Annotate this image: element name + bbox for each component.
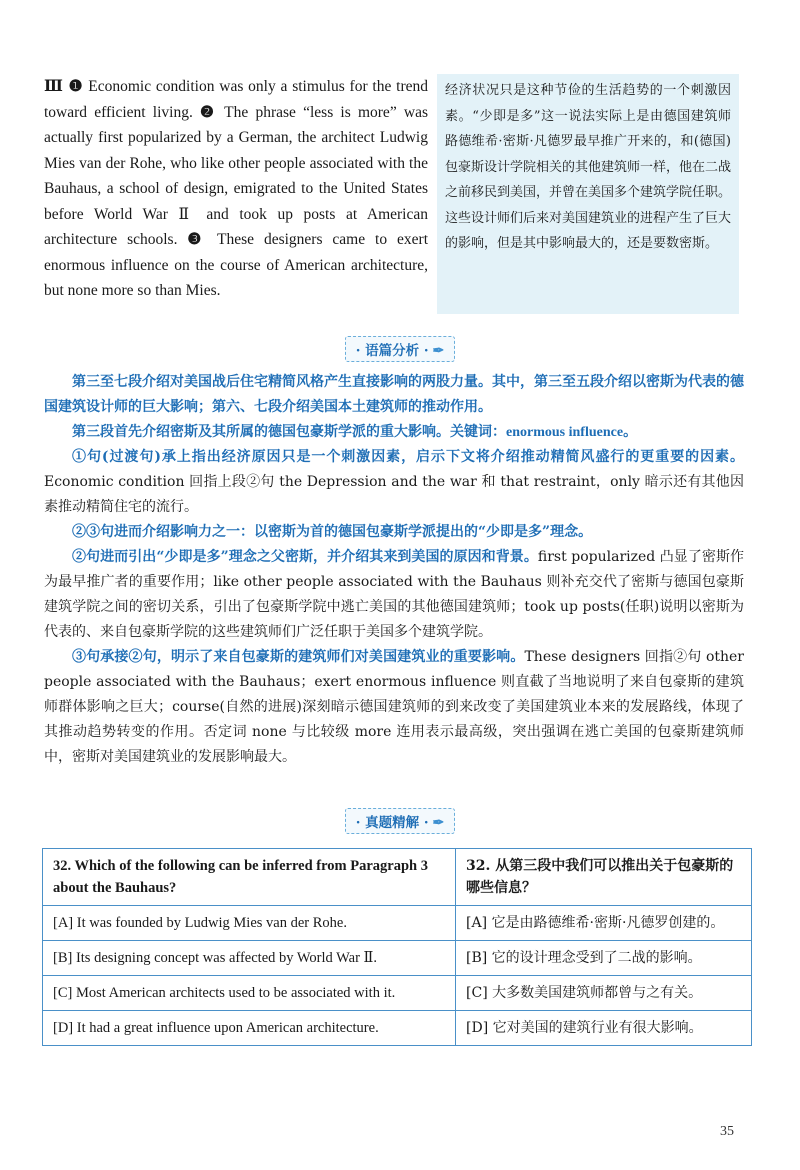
option-d-en: [D] It had a great influence upon American architecture. xyxy=(43,1011,456,1046)
sentence-3: These designers came to exert enormous influence on the course of American architecture, but none more so than Mies. xyxy=(44,231,428,299)
analysis-p5-highlight: ②句进而引出“少即是多”理念之父密斯，并介绍其来到美国的原因和背景。 xyxy=(72,549,538,565)
analysis-p6-highlight: ③句承接②句，明示了来自包豪斯的建筑师们对美国建筑业的重要影响。 xyxy=(72,649,525,665)
keyword: enormous influence xyxy=(506,425,624,440)
section-title-questions xyxy=(0,808,800,834)
analysis-p3-highlight: ①句(过渡句)承上指出经济原因只是一个刺激因素，启示下文将介绍推动精简风盛行的更重要的因素。 xyxy=(72,449,744,465)
quill-icon: ✒ xyxy=(432,815,445,831)
analysis-p2-lead: 第三段首先介绍密斯及其所属的德国包豪斯学派的重大影响。关键词： xyxy=(72,424,506,440)
option-a-en: [A] It was founded by Ludwig Mies van der Rohe. xyxy=(43,906,456,941)
paragraph-marker: Ⅲ xyxy=(44,78,64,95)
sentence-1-number: ❶ xyxy=(68,78,84,95)
analysis-p2-end: 。 xyxy=(623,424,638,440)
option-a-cn: [A] 它是由路德维希·密斯·凡德罗创建的。 xyxy=(456,906,752,941)
option-row-d xyxy=(43,1011,752,1046)
analysis-p3-detail: Economic condition 回指上段②句 the Depression and the war 和 that restraint，only 暗示还有其他因素推动精简住宅的流行。 xyxy=(44,474,744,515)
option-c-cn: [C] 大多数美国建筑师都曾与之有关。 xyxy=(456,976,752,1011)
sentence-2-number: ❷ xyxy=(200,103,218,121)
option-row-c xyxy=(43,976,752,1011)
quill-icon: ✒ xyxy=(432,343,445,359)
translation-box xyxy=(437,74,739,314)
question-cn: 32. 从第三段中我们可以推出关于包豪斯的哪些信息？ xyxy=(456,849,752,906)
option-d-cn: [D] 它对美国的建筑行业有很大影响。 xyxy=(456,1011,752,1046)
analysis-paragraph-6 xyxy=(44,645,744,770)
analysis-paragraph-2 xyxy=(44,420,744,445)
analysis-paragraph-4: ②③句进而介绍影响力之一：以密斯为首的德国包豪斯学派提出的“少即是多”理念。 xyxy=(72,524,593,540)
option-b-en: [B] Its designing concept was affected by World War Ⅱ. xyxy=(43,941,456,976)
sentence-1: Economic condition was only a stimulus for the trend toward efficient living. xyxy=(44,78,429,121)
option-row-a xyxy=(43,906,752,941)
translation-text: 经济状况只是这种节俭的生活趋势的一个刺激因素。“少即是多”这一说法实际上是由德国建筑师路德维希·密斯·凡德罗最早推广开来的，和(德国)包豪斯设计学院相关的其他建筑师一样，他在二战之前移民到美国，并曾在美国多个建筑学院任职。这些设计师们后来对美国建筑业的进程产生了巨大的影响，但是其中影响最大的，还是要数密斯。 xyxy=(445,83,732,251)
analysis-p5-detail: first popularized 凸显了密斯作为最早推广者的重要作用；like other people associated with the Bauhaus 则补充交代了密斯与德国包豪斯建筑学院之间的密切关系，引出了包豪斯学院中逃亡美国的其他德国建筑师；took up posts(任职)说明以密斯为代表的、来自包豪斯学院的这些建筑师们广泛任职于美国多个建筑学院。 xyxy=(44,549,745,640)
analysis-title-text: · 语篇分析 · xyxy=(355,343,429,359)
page-number: 35 xyxy=(720,1124,734,1139)
option-row-b xyxy=(43,941,752,976)
sentence-3-number: ❸ xyxy=(187,231,208,248)
question-row xyxy=(43,849,752,906)
question-en: 32. Which of the following can be inferred from Paragraph 3 about the Bauhaus? xyxy=(43,849,456,906)
analysis-body xyxy=(44,370,744,770)
questions-title-text: · 真题精解 · xyxy=(355,815,429,831)
analysis-paragraph-5 xyxy=(44,545,744,645)
question-table xyxy=(42,848,752,1046)
analysis-paragraph-1: 第三至七段介绍对美国战后住宅精简风格产生直接影响的两股力量。其中，第三至五段介绍以密斯为代表的德国建筑设计师的巨大影响；第六、七段介绍美国本土建筑师的推动作用。 xyxy=(44,374,744,415)
section-title-analysis xyxy=(0,336,800,362)
analysis-paragraph-3 xyxy=(44,445,744,520)
option-b-cn: [B] 它的设计理念受到了二战的影响。 xyxy=(456,941,752,976)
sentence-2: The phrase “less is more” was actually first popularized by a German, the architect Ludwig Mies van der Rohe, who like other people associated with the Bauhaus, a school of design, emigrated to the United States before World War Ⅱ and took up posts at American architecture schools. xyxy=(44,103,428,248)
english-passage xyxy=(44,74,428,304)
option-c-en: [C] Most American architects used to be associated with it. xyxy=(43,976,456,1011)
analysis-p6-detail: These designers 回指②句 other people associated with the Bauhaus；exert enormous influence 则直截了当地说明了来自包豪斯的建筑师群体影响之巨大；course(自然的进展)深刻暗示德国建筑师的到来改变了美国建筑业本来的发展路线，体现了其推动趋势转变的作用。否定词 none 与比较级 more 连用表示最高级，突出强调在逃亡美国的包豪斯建筑师中，密斯对美国建筑业的发展影响最大。 xyxy=(44,649,745,765)
